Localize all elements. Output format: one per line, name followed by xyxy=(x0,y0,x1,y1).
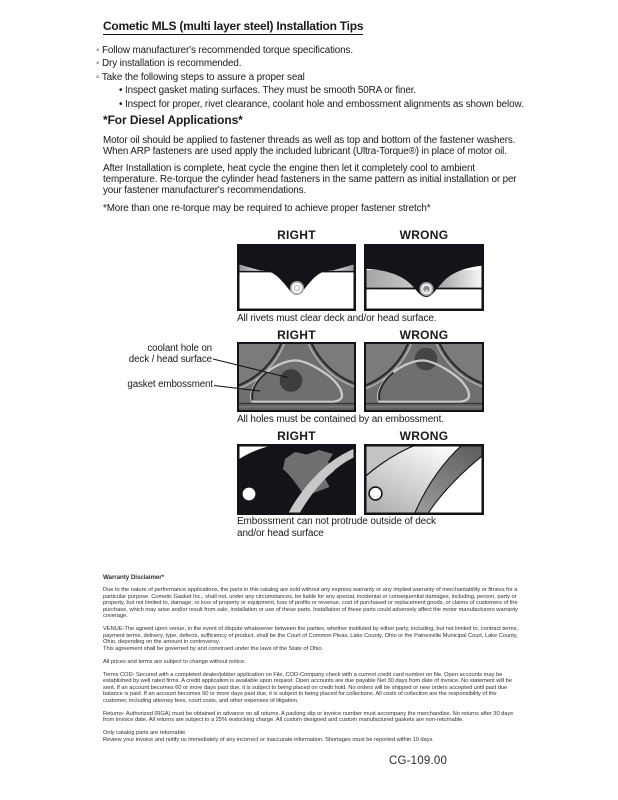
warranty-paragraph: Only catalog parts are returnable. xyxy=(103,730,187,737)
holes-caption: All holes must be contained by an embossment. xyxy=(237,414,444,425)
warranty-paragraph: Terms COD- Secured with a completed dealer/jobber application on File, COD-Company check with a current credit card number on file. Open accounts may be established by well rated firms. A credit application is available upon request. Open accounts are due payable Net 30 days from date of invoice. No statement will be sent. If an account becomes 60 or more days past due, it is subject to being placed on credit hold. No orders will be shipped or new orders accepted until past due balance is paid. If an account becomes 90 or more days past due, it is subject to being placed for collections. All costs of collection are the responsibility of the customer, including attorney fees, court costs, and other expenses of litigation. xyxy=(103,671,512,704)
embossment-wrong-diagram xyxy=(364,342,484,412)
tips-list xyxy=(96,44,524,111)
diesel-paragraph-1: Motor oil should be applied to fastener threads as well as top and bottom of the fastener washers. When ARP fasteners are used apply the included lubricant (Ultra-Torque®) in place of motor oil. xyxy=(103,135,516,158)
warranty-paragraph: VENUE-The agreed upon venue, in the event of dispute whatsoever between the parties, whether instituted by either party, including, but not limited to, contract terms, payment terms, delivery, type, defects, sufficiency of product, shall be the Court of Common Pleas, Lake County, Ohio or the Painesville Municipal Court, Lake County, Ohio, depending on the amount in controversy. xyxy=(103,626,519,646)
embossment-right-diagram xyxy=(237,342,356,412)
wrong-label: WRONG xyxy=(399,328,449,342)
protrusion-caption: Embossment can not protrude outside of deck and/or head surface xyxy=(237,516,436,539)
diesel-paragraph-2: After Installation is complete, heat cycle the engine then let it completely cool to ambient temperature. Re-torque the cylinder head fasteners in the same pattern as initial installation or per your fastener manufacturer's recommendations. xyxy=(103,163,517,197)
page-title: Cometic MLS (multi layer steel) Installation Tips xyxy=(103,19,364,33)
right-label: RIGHT xyxy=(277,429,316,443)
coolant-hole-annotation: coolant hole on deck / head surface xyxy=(128,343,212,365)
warranty-paragraph: Returns- Authorized (RGA) must be obtained in advance on all returns. A packing slip or invoice number must accompany the merchandise. No returns after 30 days from invoice date. All returns are subject to a 25% restocking charge. All custom designed and custom manufactured gaskets are non-returnable. xyxy=(103,710,514,724)
rivet-caption: All rivets must clear deck and/or head surface. xyxy=(237,313,437,324)
tip-sub-item: • Inspect for proper, rivet clearance, coolant hole and embossment alignments as shown below. xyxy=(119,98,524,111)
warranty-paragraph: All prices and terms are subject to change without notice. xyxy=(103,658,246,665)
diesel-heading: *For Diesel Applications* xyxy=(103,113,243,127)
right-label: RIGHT xyxy=(277,228,316,242)
warranty-disclaimer xyxy=(103,574,519,749)
rivet-right-diagram xyxy=(237,244,356,311)
wrong-label: WRONG xyxy=(399,228,449,242)
wrong-label: WRONG xyxy=(399,429,449,443)
page-code: CG-109.00 xyxy=(389,755,448,767)
protrusion-right-diagram xyxy=(237,444,356,515)
retorque-note: *More than one re-torque may be required to achieve proper fastener stretch* xyxy=(103,203,431,214)
tip-item: ◦ Dry installation is recommended. xyxy=(96,57,524,70)
right-label: RIGHT xyxy=(277,328,316,342)
warranty-paragraph: Review your invoice and notify us immediately of any incorrect or inaccurate information. Shortages must be reported within 10 days. xyxy=(103,736,434,743)
rivet-wrong-diagram xyxy=(364,244,484,311)
warranty-paragraph: This agreement shall be governed by and construed under the laws of the State of Ohio. xyxy=(103,645,324,652)
protrusion-wrong-diagram xyxy=(364,444,484,515)
tip-item: ◦ Take the following steps to assure a proper seal xyxy=(96,71,524,84)
gasket-embossment-annotation: gasket embossment xyxy=(127,379,213,390)
warranty-heading: Warranty Disclaimer* xyxy=(103,574,165,581)
tip-sub-item: • Inspect gasket mating surfaces. They must be smooth 50RA or finer. xyxy=(119,84,524,97)
tip-item: ◦ Follow manufacturer's recommended torque specifications. xyxy=(96,44,524,57)
warranty-paragraph: Due to the nature of performance applications, the parts in this catalog are sold without any express warranty or any implied warranty of merchantability or fitness for a particular purpose. Cometic Gasket Inc., shall not, under any circumstances, be liable for any special, incidental or consequential damages, including, person, party or property, but not limited to, damage, or loss of property or equipment, loss of profits or revenue, cost of purchased or replacement goods, or claims of customers of the purchase, which may arise and/or result from sale, installation or use of these parts. Installation of these parts could adversely affect the motor manufacturers warranty coverage. xyxy=(103,587,518,620)
